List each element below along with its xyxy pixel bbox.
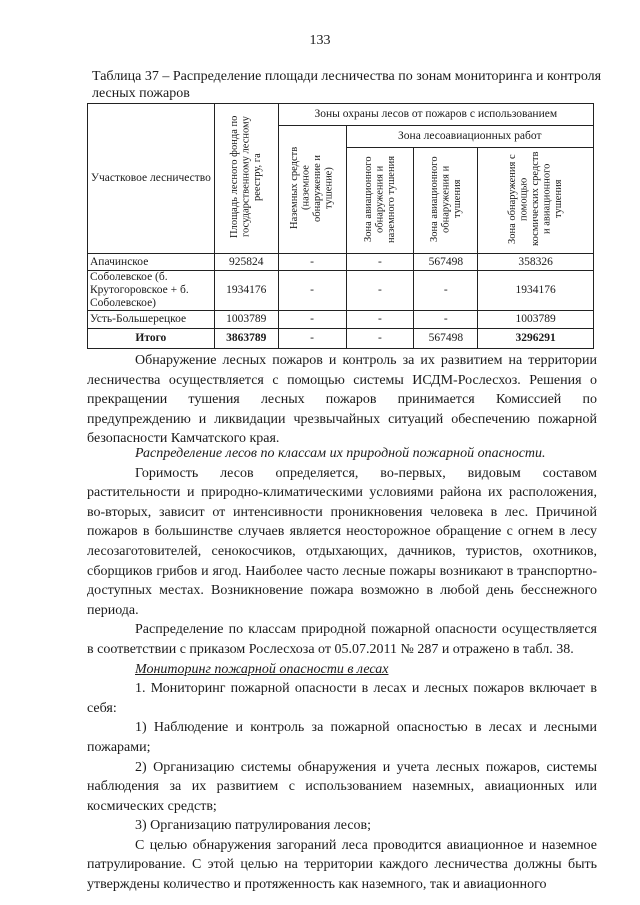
paragraph-patrol: С целью обнаружения загораний леса проводится авиационное и наземное патрулирование. С этой целью на территории каждого лесничества должны быть утверждены количество и протяженность как наземного, так и авиационного bbox=[87, 837, 597, 893]
table-row: Апачинское 925824 - - 567498 358326 bbox=[88, 254, 594, 271]
paragraph-fire-causes: Горимость лесов определяется, во-первых, видовым составом растительности и природно-климатическими условиями района их расположения, во-вторых, зависит от интенсивности проникновения человека в лес. Причиной пожаров в большинстве случаев является неосторожное обращение с огнем в лесу лесозаготовителей, сенокосчиков, отдыхающих, дачников, туристов, охотников, сборщиков грибов и ягод. Наиболее часто лесные пожары возникают в транспортно-доступных местах. Возникновение пожара возможно в любой день бесснежного периода. bbox=[87, 465, 597, 618]
heading-fire-classes: Распределение лесов по классам их природной пожарной опасности. bbox=[135, 446, 546, 461]
table-total-row: Итого 3863789 - - 567498 3296291 bbox=[88, 329, 594, 349]
header-forestry: Участковое лесничество bbox=[88, 104, 215, 254]
header-col-aviation: Зона авиационного обнаружения и тушения bbox=[414, 148, 478, 254]
list-item-2: 2) Организацию системы обнаружения и учета лесных пожаров, системы наблюдения за их развитием с использованием наземных, авиационных или космических средств; bbox=[87, 759, 597, 814]
list-item-1: 1) Наблюдение и контроль за пожарной опасностью в лесах и лесными пожарами; bbox=[87, 720, 597, 755]
header-ground: Наземных средств (наземное обнаружение и тушение) bbox=[278, 126, 346, 254]
header-area: Площадь лесного фонда по государственному лесному реестру, га bbox=[214, 104, 278, 254]
header-col-aviation-ground: Зона авиационного обнаружения и наземного тушения bbox=[346, 148, 414, 254]
fire-zones-table bbox=[87, 103, 594, 349]
body-text-upper bbox=[87, 351, 597, 449]
list-intro: 1. Мониторинг пожарной опасности в лесах и лесных пожаров включает в себя: bbox=[87, 681, 597, 716]
table-row: Усть-Большерецкое 1003789 - - - 1003789 bbox=[88, 311, 594, 329]
paragraph-classification: Распределение по классам природной пожарной опасности осуществляется в соответствии с приказом Рослесхоза от 05.07.2011 № 287 и отражено в табл. 38. bbox=[87, 622, 597, 657]
table-caption: Таблица 37 – Распределение площади лесничества по зонам мониторинга и контроля лесных пожаров bbox=[92, 69, 602, 101]
header-col-space: Зона обнаружения с помощью космических средств и авиационного тушения bbox=[478, 148, 594, 254]
heading-monitoring: Мониторинг пожарной опасности в лесах bbox=[135, 661, 389, 677]
header-zones: Зоны охраны лесов от пожаров с использованием bbox=[278, 104, 593, 126]
header-aviation: Зона лесоавиационных работ bbox=[346, 126, 593, 148]
body-text-lower bbox=[87, 444, 597, 895]
page-number: 133 bbox=[309, 33, 331, 48]
paragraph-fire-detection: Обнаружение лесных пожаров и контроль за их развитием на территории лесничества осуществляется с помощью системы ИСДМ-Рослесхоз. Решения о прекращении тушения лесных пожаров принимается Комиссией по предупреждению и ликвидации чрезвычайных ситуаций обеспечению пожарной безопасности Камчатского края. bbox=[87, 353, 597, 447]
list-item-3: 3) Организацию патрулирования лесов; bbox=[135, 818, 372, 834]
table-row: Соболевское (б. Крутогоровское + б. Соболевское) 1934176 - - - 1934176 bbox=[88, 271, 594, 311]
